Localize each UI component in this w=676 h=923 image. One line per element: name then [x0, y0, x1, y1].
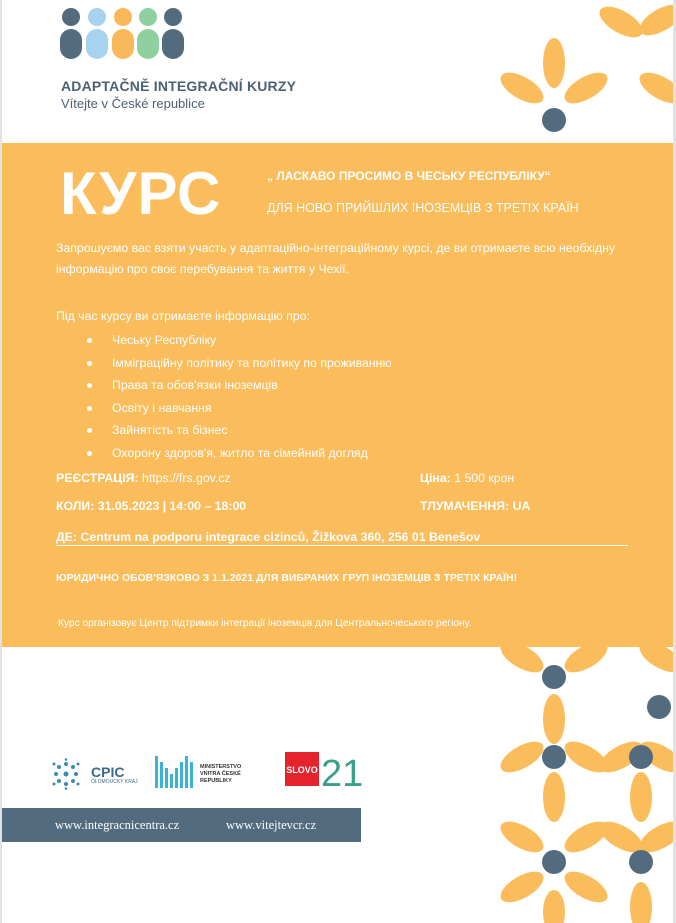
slovo-label: SLOVO — [286, 765, 318, 775]
slovo-number: 21 — [321, 753, 363, 790]
footer-link-vitejtevcr[interactable]: www.vitejtevcr.cz — [226, 818, 317, 832]
adaptacne-kurzy-logo — [56, 4, 188, 66]
course-heading: КУРС — [60, 160, 222, 227]
logo-subtitle: Vítejte v České republice — [61, 96, 205, 111]
flower-pattern-decoration — [496, 647, 673, 923]
intro-paragraph: Запрошуємо вас взяти участь у адаптаційно-інтеграційному курсі, де ви отримаєте всю необхідну інформацію про своє перебування та життя у Чехії. — [56, 241, 616, 276]
topic-item: Імміграційну політику та політику по проживанню — [85, 352, 392, 375]
topics-lead: Під час курсу ви отримаєте інформацію про: — [56, 309, 310, 323]
topic-item: Чеську Республіку — [85, 329, 392, 352]
cpic-name: CPIC — [91, 764, 125, 780]
registration-info — [56, 471, 231, 485]
logo-title: ADAPTAČNĚ INTEGRAČNÍ KURZY — [61, 78, 297, 94]
topic-item: Зайнятість та бізнес — [85, 419, 392, 442]
course-location: ДЕ: Centrum na podporu integrace cizinců, Žižkova 360, 256 01 Benešov — [56, 530, 481, 544]
location-underline — [56, 545, 628, 546]
flower-pattern-decoration — [496, 0, 673, 143]
price-info — [420, 471, 514, 485]
ministry-logo-icon — [155, 756, 195, 788]
registration-link[interactable]: https://frs.gov.cz — [142, 471, 231, 485]
price-label: Ціна: — [420, 471, 451, 485]
interpreting-language: ТЛУМАЧЕННЯ: UA — [420, 499, 531, 513]
registration-label: РЕЄСТРАЦІЯ: — [56, 471, 139, 485]
ministry-name: MINISTERSTVO VNITRA ČESKÉ REPUBLIKY — [200, 764, 242, 784]
slovo21-logo — [285, 750, 363, 790]
course-date-time: КОЛИ: 31.05.2023 | 14:00 – 18:00 — [56, 499, 247, 513]
topics-list — [85, 329, 392, 464]
topic-item: Права та обов'язки іноземців — [85, 374, 392, 397]
topic-item: Освіту і навчання — [85, 397, 392, 420]
course-audience: ДЛЯ НОВО ПРИЙШЛИХ ІНОЗЕМЦІВ З ТРЕТІХ КРАЇН — [267, 201, 579, 215]
footer-link-integracnicentra[interactable]: www.integracnicentra.cz — [55, 818, 180, 832]
cpic-region: OLOMOUCKÝ KRAJ — [91, 779, 138, 785]
price-value: 1 500 крон — [454, 471, 515, 485]
footer-bar — [2, 808, 361, 842]
course-slogan: „ ЛАСКАВО ПРОСИМО В ЧЕСЬКУ РЕСПУБЛІКУ“ — [267, 169, 551, 183]
cpic-logo-icon — [50, 758, 88, 790]
legal-notice: ЮРИДИЧНО ОБОВ'ЯЗКОВО З 1.1.2021 ДЛЯ ВИБРАНИХ ГРУП ІНОЗЕМЦІВ З ТРЕТІХ КРАЇН! — [56, 573, 518, 584]
organizer-note: Курс організовує Центр підтримки інтеграції іноземців для Центральночеського регіону. — [58, 618, 472, 629]
topic-item: Охорону здоров'я, житло та сімейний догляд — [85, 442, 392, 465]
